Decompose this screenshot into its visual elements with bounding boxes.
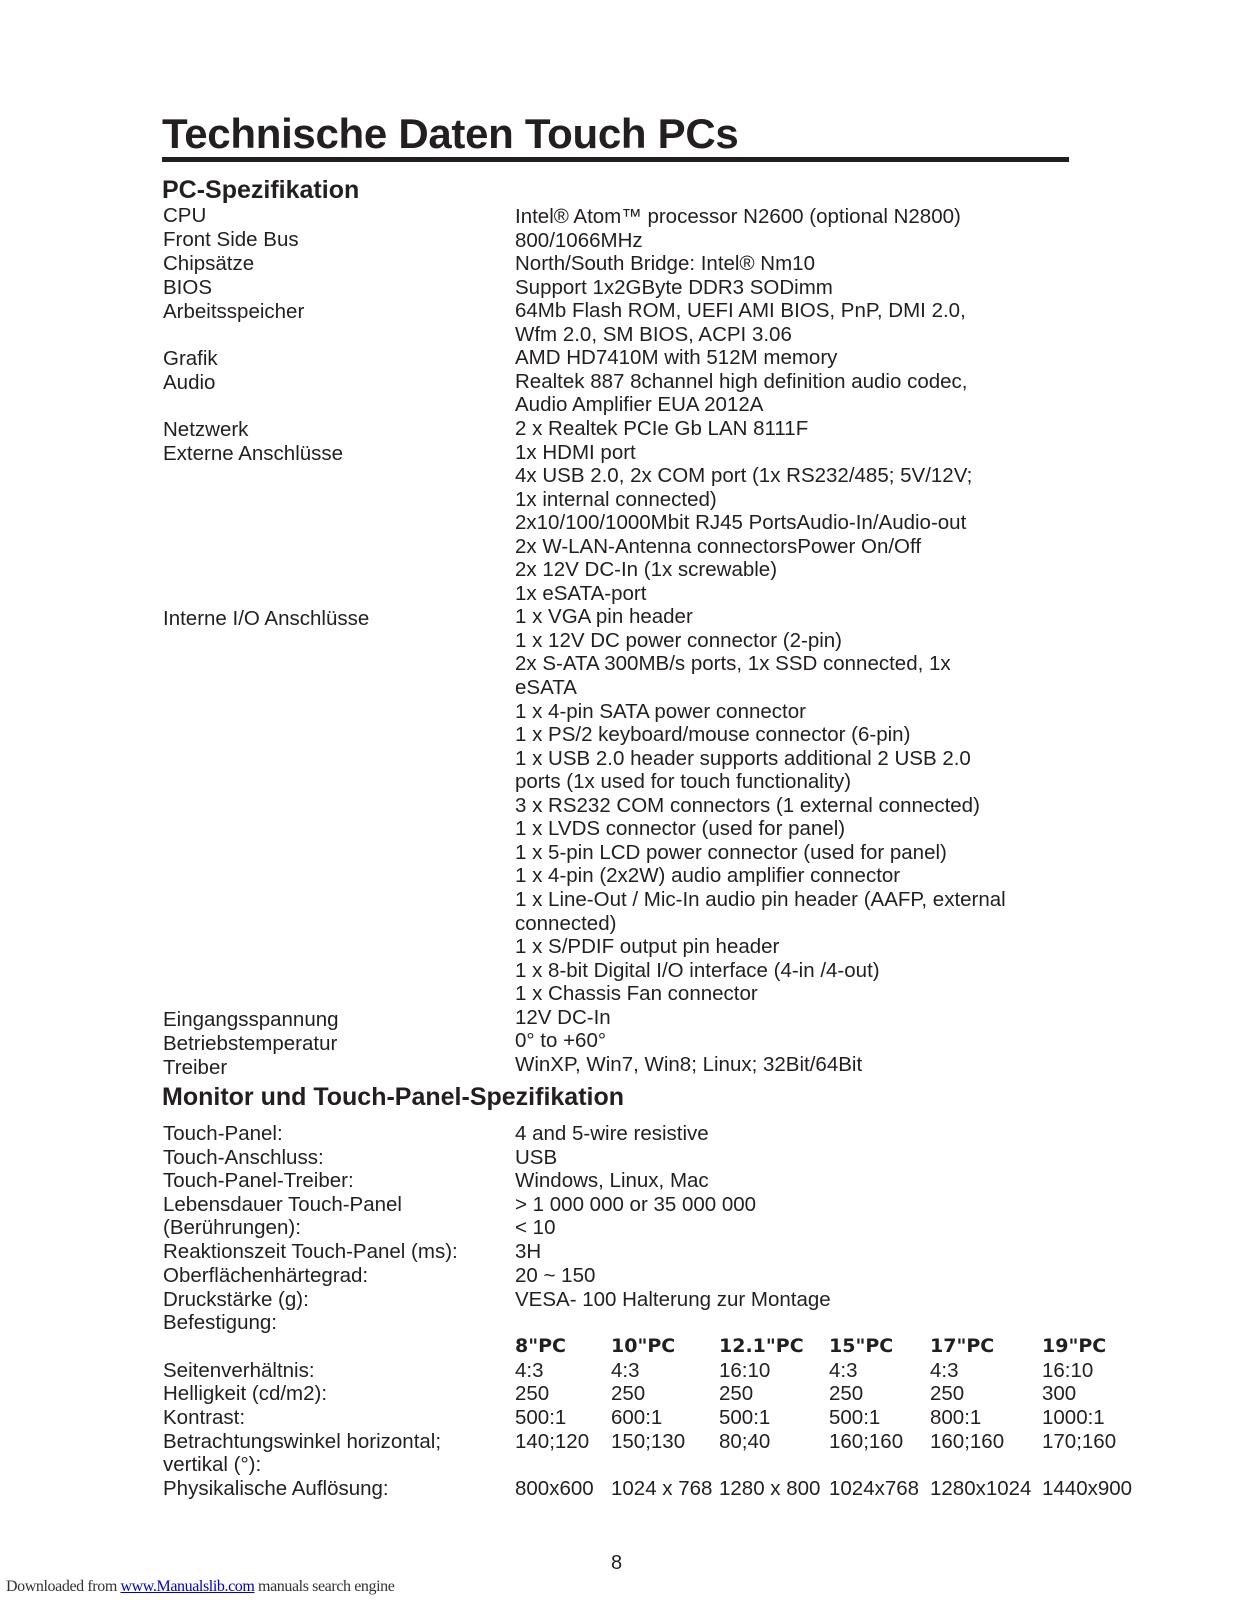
comparison-cell: 80;40 [719,1430,771,1453]
comparison-cell: 4:3 [515,1359,544,1382]
spec-value-line: 1 x LVDS connector (used for panel) [515,817,846,841]
manualslib-link[interactable]: www.Manualslib.com [120,1578,255,1595]
spec-value-line: WinXP, Win7, Win8; Linux; 32Bit/64Bit [515,1052,863,1076]
page-number: 8 [611,1552,623,1574]
monitor-value: VESA- 100 Halterung zur Montage [515,1288,831,1311]
spec-value-line: 1 x Chassis Fan connector [515,982,758,1006]
comparison-cell: 800x600 [515,1477,594,1500]
column-header-19pc: 19"PC [1042,1335,1107,1357]
spec-value-line: connected) [515,911,617,935]
column-header-10pc: 10"PC [611,1335,676,1357]
spec-value-line: ports (1x used for touch functionality) [515,770,852,794]
comparison-cell: 160;160 [930,1430,1005,1453]
column-header-12pc: 12.1"PC [719,1335,804,1357]
column-header-8pc: 8"PC [515,1335,566,1357]
spec-value-line: Support 1x2GByte DDR3 SODimm [515,275,833,299]
comparison-cell: 500:1 [719,1406,771,1429]
comparison-cell: 4:3 [930,1359,959,1382]
comparison-cell: 16:10 [719,1359,771,1382]
page-title: Technische Daten Touch PCs [162,110,739,157]
spec-label: CPU [163,204,207,227]
spec-value-line: 1 x PS/2 keyboard/mouse connector (6-pin) [515,723,911,747]
comparison-cell: 500:1 [829,1406,881,1429]
spec-value-line: 1 x 4-pin SATA power connector [515,699,806,723]
comparison-cell: 1024x768 [829,1477,920,1500]
spec-value-line: 1 x Line-Out / Mic-In audio pin header (AAFP, external [515,887,1006,911]
monitor-value: > 1 000 000 or 35 000 000 [515,1193,757,1216]
spec-value-line: 2x S-ATA 300MB/s ports, 1x SSD connected, 1x [515,652,951,676]
comparison-cell: 16:10 [1042,1359,1094,1382]
comparison-cell: 250 [930,1382,965,1405]
download-footer [6,1578,394,1596]
spec-value-line: Intel® Atom™ processor N2600 (optional N2800) [515,205,961,228]
monitor-label: Druckstärke (g): [163,1288,309,1311]
monitor-label: Touch-Anschluss: [163,1146,324,1169]
comparison-label: Helligkeit (cd/m2): [163,1382,328,1405]
comparison-cell: 500:1 [515,1406,567,1429]
comparison-cell: 300 [1042,1382,1077,1405]
comparison-label: Kontrast: [163,1406,246,1429]
pc-spec-heading: PC-Spezifikation [162,176,360,204]
comparison-label: Physikalische Auflösung: [163,1477,389,1500]
footer-suffix: manuals search engine [254,1578,395,1595]
spec-value-line: 1x HDMI port [515,440,636,464]
spec-value-line: 0° to +60° [515,1029,607,1053]
comparison-label: Seitenverhältnis: [163,1359,315,1382]
comparison-cell: 1000:1 [1042,1406,1105,1429]
comparison-cell: 1440x900 [1042,1477,1133,1500]
comparison-cell: 250 [719,1382,754,1405]
monitor-value: Windows, Linux, Mac [515,1169,709,1192]
spec-value-line: 12V DC-In [515,1005,611,1029]
comparison-cell: 170;160 [1042,1430,1117,1453]
monitor-value: 3H [515,1240,542,1263]
spec-value-line: 1 x VGA pin header [515,605,693,629]
spec-label: Externe Anschlüsse [163,442,344,465]
spec-value-line: 1x eSATA-port [515,581,647,605]
comparison-cell: 250 [829,1382,864,1405]
spec-value-line: 1 x 12V DC power connector (2-pin) [515,628,843,652]
monitor-spec-heading: Monitor und Touch-Panel-Spezifikation [162,1083,625,1111]
spec-value-line: eSATA [515,676,577,699]
monitor-label: Reaktionszeit Touch-Panel (ms): [163,1240,458,1263]
column-header-17pc: 17"PC [930,1335,995,1357]
spec-value-line: Wfm 2.0, SM BIOS, ACPI 3.06 [515,322,792,346]
comparison-cell: 1280 x 800 [719,1477,821,1500]
spec-label: Grafik [163,347,218,370]
spec-value-line: 4x USB 2.0, 2x COM port (1x RS232/485; 5V/12V; [515,464,973,488]
spec-value-line: 1 x S/PDIF output pin header [515,935,780,959]
spec-label: Betriebstemperatur [163,1032,338,1055]
spec-value-line: 2 x Realtek PCIe Gb LAN 8111F [515,416,809,440]
monitor-label: Oberflächenhärtegrad: [163,1264,369,1287]
monitor-label: (Berührungen): [163,1216,301,1239]
spec-value-line: 2x 12V DC-In (1x screwable) [515,558,778,582]
spec-label: Arbeitsspeicher [163,300,305,323]
spec-label: Eingangsspannung [163,1008,339,1031]
monitor-value: USB [515,1146,558,1169]
comparison-cell: 4:3 [829,1359,858,1382]
spec-value-line: Audio Amplifier EUA 2012A [515,393,764,417]
monitor-value: < 10 [515,1216,556,1239]
comparison-cell: 150;130 [611,1430,686,1453]
comparison-label: vertikal (°): [163,1453,262,1476]
spec-value-line: AMD HD7410M with 512M memory [515,346,838,370]
spec-label: Netzwerk [163,418,249,441]
spec-label: Front Side Bus [163,228,299,251]
comparison-cell: 140;120 [515,1430,590,1453]
spec-label: Treiber [163,1056,228,1079]
comparison-label: Betrachtungswinkel horizontal; [163,1430,442,1453]
spec-value-line: 2x10/100/1000Mbit RJ45 PortsAudio-In/Audio-out [515,511,967,535]
spec-value-line: 3 x RS232 COM connectors (1 external connected) [515,793,980,817]
spec-value-line: 800/1066MHz [515,228,643,252]
spec-value-line: 1x internal connected) [515,487,717,511]
monitor-label: Lebensdauer Touch-Panel [163,1193,402,1216]
comparison-cell: 160;160 [829,1430,904,1453]
spec-value-line: Realtek 887 8channel high definition audio codec, [515,369,968,393]
spec-value-line: 1 x USB 2.0 header supports additional 2 USB 2.0 [515,746,971,770]
comparison-cell: 250 [515,1382,550,1405]
comparison-cell: 1280x1024 [930,1477,1032,1500]
monitor-label: Touch-Panel-Treiber: [163,1169,354,1192]
spec-value-line: 64Mb Flash ROM, UEFI AMI BIOS, PnP, DMI 2.0, [515,299,966,323]
spec-label: Chipsätze [163,252,255,275]
footer-prefix: Downloaded from [6,1578,121,1595]
spec-label: BIOS [163,276,212,299]
spec-value-line: 2x W-LAN-Antenna connectorsPower On/Off [515,534,922,558]
comparison-cell: 250 [611,1382,646,1405]
comparison-cell: 1024 x 768 [611,1477,713,1500]
spec-label: Interne I/O Anschlüsse [163,607,370,630]
comparison-cell: 600:1 [611,1406,663,1429]
monitor-label: Touch-Panel: [163,1122,283,1145]
spec-value-line: 1 x 4-pin (2x2W) audio amplifier connector [515,864,901,888]
monitor-value: 4 and 5-wire resistive [515,1122,709,1145]
spec-value-line: North/South Bridge: Intel® Nm10 [515,252,815,276]
comparison-cell: 800:1 [930,1406,982,1429]
column-header-15pc: 15"PC [829,1335,894,1357]
spec-value-line: 1 x 5-pin LCD power connector (used for panel) [515,840,947,864]
monitor-value: 20 ~ 150 [515,1264,596,1287]
spec-value-line: 1 x 8-bit Digital I/O interface (4-in /4-out) [515,958,880,982]
monitor-label: Befestigung: [163,1311,277,1334]
spec-label: Audio [163,371,216,394]
comparison-cell: 4:3 [611,1359,640,1382]
title-rule [162,157,1069,162]
